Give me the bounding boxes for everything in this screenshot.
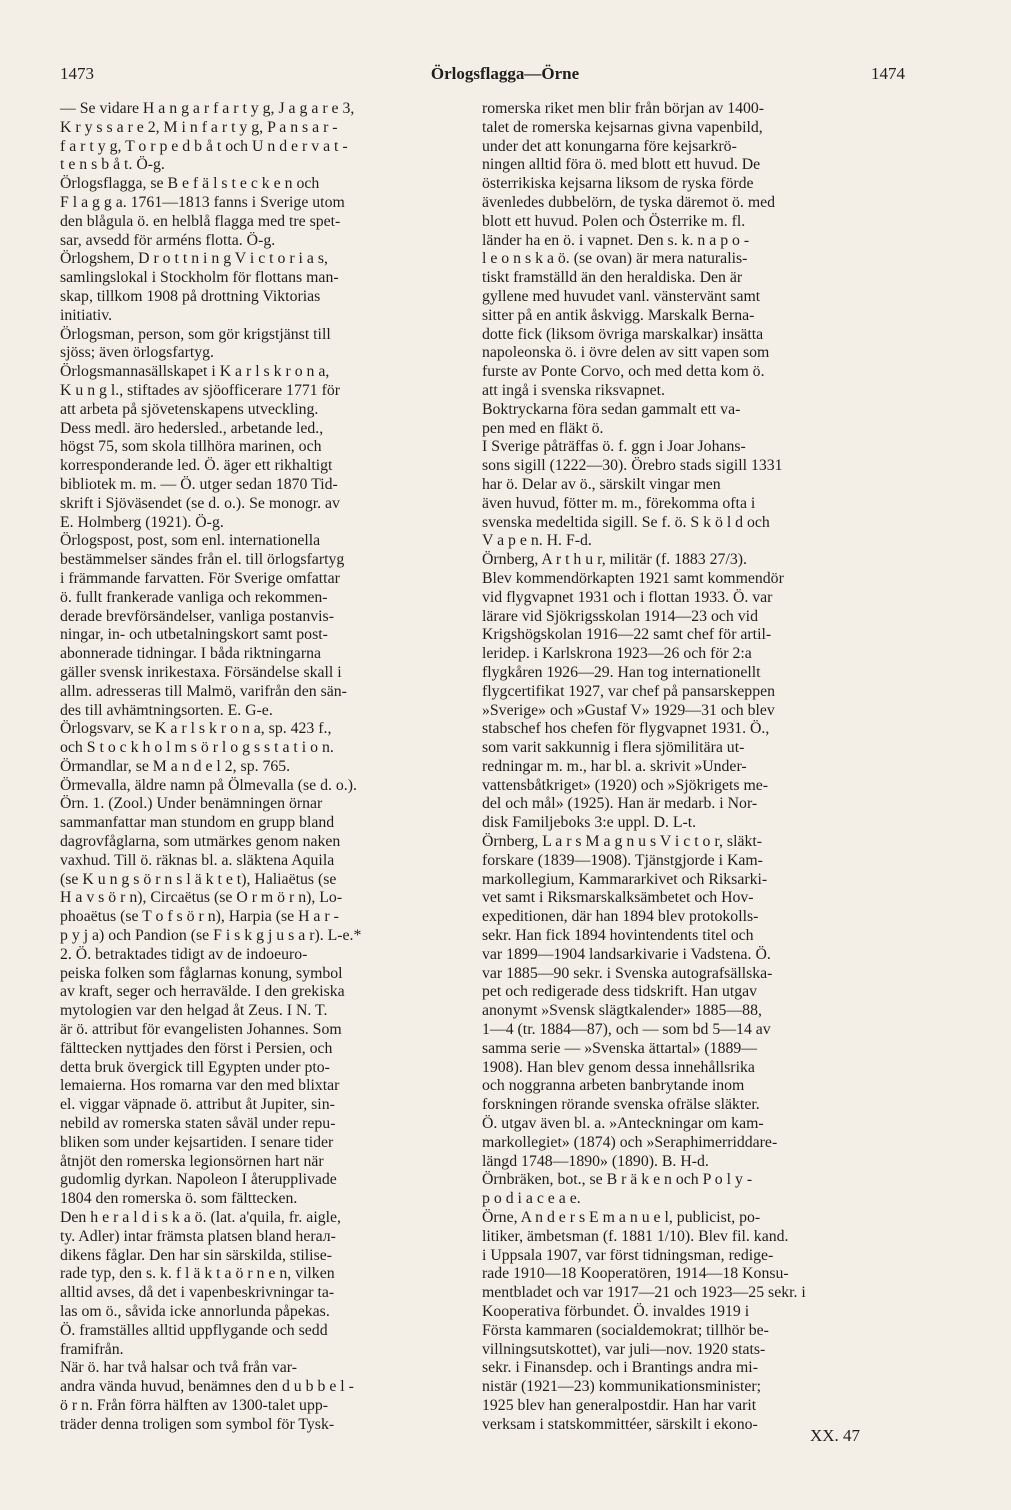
text-line: nistär (1921—23) kommunikationsminister;: [482, 1378, 762, 1396]
text-line: Ö. utgav även bl. a. »Anteckningar om kam-: [482, 1115, 764, 1133]
text-line: K u n g l., stiftades av sjöofficerare 1771 för: [60, 381, 341, 399]
text-line: dagrovfåglarna, som utmärkes genom naken: [60, 833, 341, 851]
text-line: ty. Adler) intar främsta platsen bland herал-: [60, 1227, 336, 1245]
text-line: samma serie — »Svenska ättartal» (1889—: [482, 1039, 758, 1057]
text-line: ävenledes dubbelörn, de tyska däremot ö. med: [482, 193, 776, 211]
text-line: har ö. Delar av ö., särskilt vingar men: [482, 475, 721, 493]
text-line: Örlogsmannasällskapet i K a r l s k r o n a,: [60, 363, 330, 381]
text-line: phoaëtus (se T o f s ö r n), Harpia (se H a r -: [60, 908, 339, 926]
text-line: sar, avsedd för arméns flotta. Ö-g.: [60, 231, 276, 249]
page-number-right: 1474: [871, 64, 905, 83]
text-line: I Sverige påträffas ö. f. ggn i Joar Johans-: [482, 438, 746, 456]
text-line: i främmande farvatten. För Sverige omfattar: [60, 569, 340, 587]
text-line: lärare vid Sjökrigsskolan 1914—23 och vid: [482, 607, 758, 625]
text-line: del och mål» (1925). Han är medarb. i Nor-: [482, 795, 758, 813]
text-line: forskningen rörande svenska ofrälse släkter.: [482, 1096, 760, 1114]
text-line: länder ha en ö. i vapnet. Den s. k. n a p o -: [482, 231, 750, 249]
text-line: Första kammaren (socialdemokrat; tillhör be-: [482, 1321, 769, 1339]
text-line: 1—4 (tr. 1884—87), och — som bd 5—14 av: [482, 1021, 771, 1039]
text-line: furste av Ponte Corvo, och med detta kom ö.: [482, 363, 765, 381]
text-line: sekr. i Finansdep. och i Brantings andra mi-: [482, 1359, 758, 1377]
text-line: K r y s s a r e 2, M i n f a r t y g, P a n s a r -: [60, 118, 338, 136]
text-line: ö. fullt frankerade vanliga och rekommen-: [60, 588, 328, 606]
text-line: forskare (1839—1908). Tjänstgjorde i Kam-: [482, 851, 763, 869]
text-line: rade typ, den s. k. f l ä k t a ö r n e n, vilken: [60, 1265, 335, 1283]
text-line: las om ö., såvida icke annorlunda påpekas.: [60, 1303, 330, 1320]
text-line: Örmandlar, se M a n d e l 2, sp. 765.: [60, 757, 291, 775]
text-line: längd 1748—1890» (1890). B. H-d.: [482, 1152, 709, 1170]
text-line: Örlogspost, post, som enl. internationella: [60, 532, 321, 550]
text-line: och S t o c k h o l m s ö r l o g s s t a t i o n.: [60, 739, 334, 757]
text-line: pet och redigerade dess tidskrift. Han utgav: [482, 983, 758, 1001]
text-line: är ö. attribut för evangelisten Johannes. Som: [60, 1021, 342, 1039]
text-line: ö r n. Från förra hälften av 1300-talet upp-: [60, 1396, 329, 1414]
text-line: Ö. framställes alltid uppflygande och sedd: [60, 1321, 328, 1339]
text-line: 2. Ö. betraktades tidigt av de indoeuro-: [60, 945, 308, 963]
text-line: skrift i Sjöväsendet (se d. o.). Se monogr. av: [60, 494, 340, 512]
text-line: samlingslokal i Stockholm för flottans man-: [60, 269, 339, 287]
text-line: var 1899—1904 landsarkivarie i Vadstena. Ö.: [482, 945, 771, 963]
text-line: (se K u n g s ö r n s l ä k t e t), Haliaëtus (se: [60, 870, 337, 888]
text-line: Örlogsflagga, se B e f ä l s t e c k e n och: [60, 175, 320, 193]
text-line: även huvud, fötter m. m., förekomma ofta i: [482, 494, 756, 512]
text-line: Örmevalla, äldre namn på Ölmevalla (se d. o.).: [60, 776, 357, 794]
text-line: andra vända huvud, benämnes den d u b b e l -: [60, 1378, 354, 1396]
text-line: bestämmelser sändes från el. till örlogsfartyg: [60, 551, 345, 569]
text-line: napoleonska ö. i övre delen av sitt vapen som: [482, 344, 770, 362]
text-line: dotte fick (liksom övriga marskalkar) insätta: [482, 325, 764, 343]
text-line: abonnerade tidningar. I båda riktningarna: [60, 645, 321, 663]
text-line: Dess medl. äro hedersled., arbetande led.,: [60, 419, 324, 437]
text-line: åtnjöt den romerska legionsörnen hart när: [60, 1152, 324, 1170]
text-line: vaxhud. Till ö. räknas bl. a. släktena Aquila: [60, 851, 335, 869]
text-line: vet samt i Riksmarskalksämbetet och Hov-: [482, 889, 754, 907]
text-line: Krigshögskolan 1916—22 samt chef för artil-: [482, 626, 772, 644]
text-line: vid flygvapnet 1931 och i flottan 1933. Ö. var: [482, 588, 773, 606]
text-line: att arbeta på sjövetenskapens utveckling.: [60, 400, 319, 418]
text-line: litiker, ämbetsman (f. 1881 1/10). Blev fil. kand.: [482, 1227, 789, 1245]
text-line: Örlogsman, person, som gör krigstjänst till: [60, 325, 331, 343]
left-text-column: [60, 100, 452, 1435]
text-line: markollegium, Kammararkivet och Riksarki-: [482, 870, 768, 888]
text-line: Örnberg, L a r s M a g n u s V i c t o r, släkt-: [482, 833, 763, 851]
text-line: den blågula ö. en helblå flagga med tre spet-: [60, 212, 341, 230]
text-line: verksam i statskommittéer, särskilt i ekono-: [482, 1415, 758, 1433]
text-line: derade brevförsändelser, vanliga postanvis-: [60, 607, 334, 625]
text-line: Boktryckarna föra sedan gammalt ett va-: [482, 400, 741, 418]
text-line: under det att konungarna före kejsarkrö-: [482, 137, 737, 155]
text-line: leridep. i Karlskrona 1923—26 och för 2:a: [482, 645, 752, 663]
text-line: var 1885—90 sekr. i Svenska autografsällska-: [482, 964, 773, 982]
text-line: f a r t y g, T o r p e d b å t och U n d e r v a t -: [60, 137, 348, 155]
text-line: des till avhämtningsorten. E. G-e.: [60, 701, 273, 719]
text-line: framifrån.: [60, 1340, 124, 1358]
text-line: redningar m. m., har bl. a. skrivit »Under-: [482, 757, 747, 775]
text-line: av kraft, seger och herravälde. I den grekiska: [60, 983, 345, 1001]
text-line: korresponderande led. Ö. äger ett rikhaltigt: [60, 457, 333, 475]
text-line: villningsutskottet), var juli—nov. 1920 stats-: [482, 1340, 766, 1358]
running-head: Örlogsflagga—Örne: [430, 64, 580, 83]
text-line: mytologien var den helgad åt Zeus. I N. T.: [60, 1002, 328, 1020]
text-line: tiskt framställd än den heraldiska. Den är: [482, 269, 743, 287]
text-line: svenska medeltida sigill. Se f. ö. S k ö l d och: [482, 513, 770, 531]
text-line: sammanfattar man stundom en grupp bland: [60, 814, 335, 832]
text-line: sjöss; även örlogsfartyg.: [60, 344, 214, 362]
text-line: och noggranna arbeten banbrytande inom: [482, 1077, 745, 1095]
text-line: dikens fåglar. Den har sin särskilda, stilise-: [60, 1246, 332, 1264]
text-line: peiska folken som fåglarnas konung, symbol: [60, 964, 343, 982]
text-line: i Uppsala 1907, var först tidningsman, redige-: [482, 1246, 774, 1264]
text-line: romerska riket men blir från början av 1400-: [482, 100, 765, 117]
text-line: högst 75, som skola tillhöra marinen, och: [60, 438, 322, 456]
text-line: E. Holmberg (1921). Ö-g.: [60, 513, 224, 531]
text-line: flygkåren 1926—29. Han tog internationellt: [482, 663, 761, 681]
text-line: talet de romerska kejsarnas givna vapenbild,: [482, 118, 763, 136]
text-line: nebild av romerska staten såväl under repu-: [60, 1115, 336, 1133]
text-line: pen med en fläkt ö.: [482, 419, 604, 437]
text-line: l e o n s k a ö. (se ovan) är mera naturalis-: [482, 250, 748, 268]
right-text-column: [482, 100, 874, 1435]
text-line: ningen alltid föra ö. med blott ett huvud. De: [482, 156, 761, 174]
text-line: österrikiska kejsarna liksom de ryska förde: [482, 175, 754, 193]
text-line: fälttecken nyttjades den först i Persien, och: [60, 1039, 333, 1057]
text-line: »Sverige» och »Gustaf V» 1929—31 och blev: [482, 701, 775, 719]
text-line: gudomlig dyrkan. Napoleon I återupplivade: [60, 1171, 337, 1189]
text-line: t e n s b å t. Ö-g.: [60, 156, 165, 174]
text-line: allm. adresseras till Malmö, varifrån den sän-: [60, 682, 347, 700]
text-line: 1925 blev han generalpostdir. Han har varit: [482, 1396, 757, 1414]
text-line: gäller svensk inrikestaxa. Försändelse skall i: [60, 663, 342, 681]
text-line: initiativ.: [60, 306, 113, 324]
text-line: V a p e n. H. F-d.: [482, 532, 592, 550]
text-line: stabschef hos chefen för flygvapnet 1931. Ö.,: [482, 720, 770, 738]
text-line: disk Familjeboks 3:e uppl. D. L-t.: [482, 814, 697, 832]
text-line: Kooperativa förbundet. Ö. invaldes 1919 i: [482, 1303, 750, 1320]
text-line: Örlogshem, D r o t t n i n g V i c t o r i a s,: [60, 250, 328, 268]
text-line: ningar, in- och utbetalningskort samt post-: [60, 626, 328, 644]
text-line: 1908). Han blev genom dessa innehållsrika: [482, 1058, 755, 1076]
text-line: detta bruk övergick till Egypten under pto-: [60, 1058, 330, 1076]
text-line: markollegiet» (1874) och »Seraphimerriddare-: [482, 1133, 778, 1151]
text-line: flygcertifikat 1927, var chef på pansarskeppen: [482, 682, 775, 700]
text-line: Örn. 1. (Zool.) Under benämningen örnar: [60, 795, 323, 813]
text-line: bliken som under kejsartiden. I senare tider: [60, 1133, 334, 1151]
text-line: Örnberg, A r t h u r, militär (f. 1883 27/3).: [482, 551, 747, 569]
text-line: F l a g g a. 1761—1813 fanns i Sverige utom: [60, 193, 345, 211]
text-line: p y j a) och Pandion (se F i s k g j u s a r). L-e.*: [60, 927, 362, 945]
text-line: som varit sakkunnig i flera sjömilitära ut-: [482, 739, 745, 757]
text-line: att ingå i svenska riksvapnet.: [482, 381, 665, 399]
text-line: p o d i a c e a e.: [482, 1190, 581, 1208]
text-line: träder denna troligen som symbol för Tysk-: [60, 1415, 335, 1433]
text-line: Örlogsvarv, se K a r l s k r o n a, sp. 423 f.,: [60, 720, 332, 738]
text-line: lemaierna. Hos romarna var den med blixtar: [60, 1077, 340, 1095]
page-number-left: 1473: [60, 64, 94, 83]
text-line: gyllene med huvudet vanl. vänstervänt samt: [482, 287, 761, 305]
text-line: Blev kommendörkapten 1921 samt kommendör: [482, 569, 784, 587]
text-line: sekr. Han fick 1894 hovintendents titel och: [482, 927, 754, 945]
text-line: sons sigill (1222—30). Örebro stads sigill 1331: [482, 457, 783, 475]
text-line: H a v s ö r n), Circaëtus (se O r m ö r n), Lo-: [60, 889, 343, 907]
text-line: el. viggar väpnade ö. attribut åt Jupiter, sin-: [60, 1096, 335, 1114]
text-line: alltid avses, då det i vapenbeskrivningar ta-: [60, 1284, 335, 1302]
text-line: Örne, A n d e r s E m a n u e l, publicist, po-: [482, 1209, 761, 1227]
text-line: Örnbräken, bot., se B r ä k e n och P o l y -: [482, 1171, 753, 1189]
sheet-signature: XX. 47: [810, 1426, 861, 1445]
text-line: — Se vidare H a n g a r f a r t y g, J a g a r e 3,: [60, 100, 355, 117]
text-line: blott ett huvud. Polen och Österrike m. fl.: [482, 212, 746, 230]
text-line: sitter på en antik åskvigg. Marskalk Berna-: [482, 306, 755, 324]
text-line: När ö. har två halsar och två från var-: [60, 1359, 297, 1377]
text-line: vattensbåtkriget» (1920) och »Sjökrigets me-: [482, 776, 769, 794]
text-line: rade 1910—18 Kooperatören, 1914—18 Konsu-: [482, 1265, 789, 1283]
text-line: mentbladet och var 1917—21 och 1923—25 sekr. i: [482, 1284, 806, 1302]
text-line: skap, tillkom 1908 på drottning Viktorias: [60, 287, 321, 305]
text-line: expeditionen, där han 1894 blev protokolls-: [482, 908, 759, 926]
text-line: anonymt »Svensk slägtkalender» 1885—88,: [482, 1002, 762, 1020]
text-line: 1804 den romerska ö. som fälttecken.: [60, 1190, 298, 1208]
text-line: bibliotek m. m. — Ö. utger sedan 1870 Tid-: [60, 475, 338, 493]
text-line: Den h e r a l d i s k a ö. (lat. a'quila, fr. aigle,: [60, 1209, 341, 1227]
